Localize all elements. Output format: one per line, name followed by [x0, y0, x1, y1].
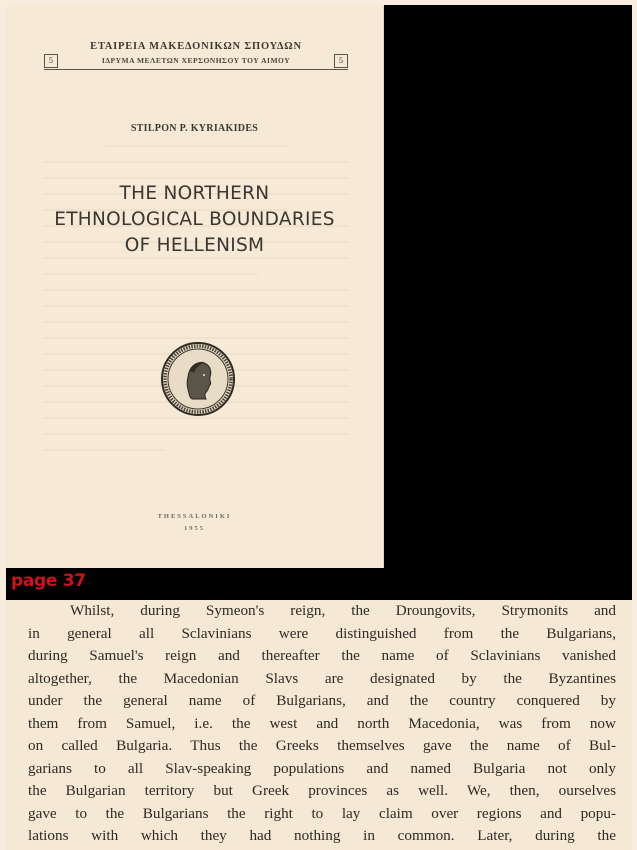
title-line-2: ETHNOLOGICAL BOUNDARIES: [54, 209, 335, 230]
book-title: [6, 181, 383, 259]
excerpt-line: them from Samuel, i.e. the west and north Macedonia, was from now: [28, 714, 616, 732]
title-line-1: THE NORTHERN: [119, 183, 270, 204]
page-label-band: [6, 568, 632, 600]
excerpt-line: on called Bulgaria. Thus the Greeks themselves gave the name of Bul-: [28, 737, 616, 754]
black-background-panel: [384, 5, 632, 570]
book-cover: [6, 5, 383, 568]
publication-year: 1955: [184, 525, 205, 532]
excerpt-line: during Samuel's reign and thereafter the name of Sclavinians vanished: [28, 647, 616, 664]
title-line-3: OF HELLENISM: [124, 235, 265, 256]
page-label: page 37: [11, 571, 86, 591]
series-number-right: 5: [334, 54, 348, 68]
institute-row: [44, 54, 348, 70]
page-excerpt: [6, 600, 632, 850]
excerpt-line: the Bulgarian territory but Greek provinces as well. We, then, ourselves: [28, 782, 616, 799]
publication-city: THESSALONIKI: [157, 513, 232, 520]
series-number-left: 5: [44, 54, 58, 68]
excerpt-line: lations with which they had nothing in common. Later, during the: [28, 827, 616, 844]
society-name: ΕΤΑΙΡΕΙΑ ΜΑΚΕΔΟΝΙΚΩΝ ΣΠΟΥΔΩΝ: [90, 41, 302, 52]
excerpt-line: in general all Sclavinians were distinguished from the Bulgarians,: [28, 624, 616, 642]
excerpt-line: garians to all Slav-speaking populations and named Bulgaria not only: [28, 759, 616, 777]
medallion-seal-icon: [160, 341, 236, 417]
excerpt-line: altogether, the Macedonian Slavs are designated by the Byzantines: [28, 669, 616, 687]
excerpt-line: Whilst, during Symeon's reign, the Droungovits, Strymonits and: [70, 602, 616, 619]
author-name: STILPON P. KYRIAKIDES: [130, 123, 259, 134]
institute-name: ΙΔΡΥΜΑ ΜΕΛΕΤΩΝ ΧΕΡΣΟΝΗΣΟΥ ΤΟΥ ΑΙΜΟΥ: [101, 56, 291, 65]
excerpt-text: [28, 600, 616, 848]
publisher-header: [44, 15, 348, 70]
excerpt-line: under the general name of Bulgarians, and the country conquered by: [28, 692, 616, 709]
excerpt-line: gave to the Bulgarians the right to lay claim over regions and popu-: [28, 804, 616, 822]
